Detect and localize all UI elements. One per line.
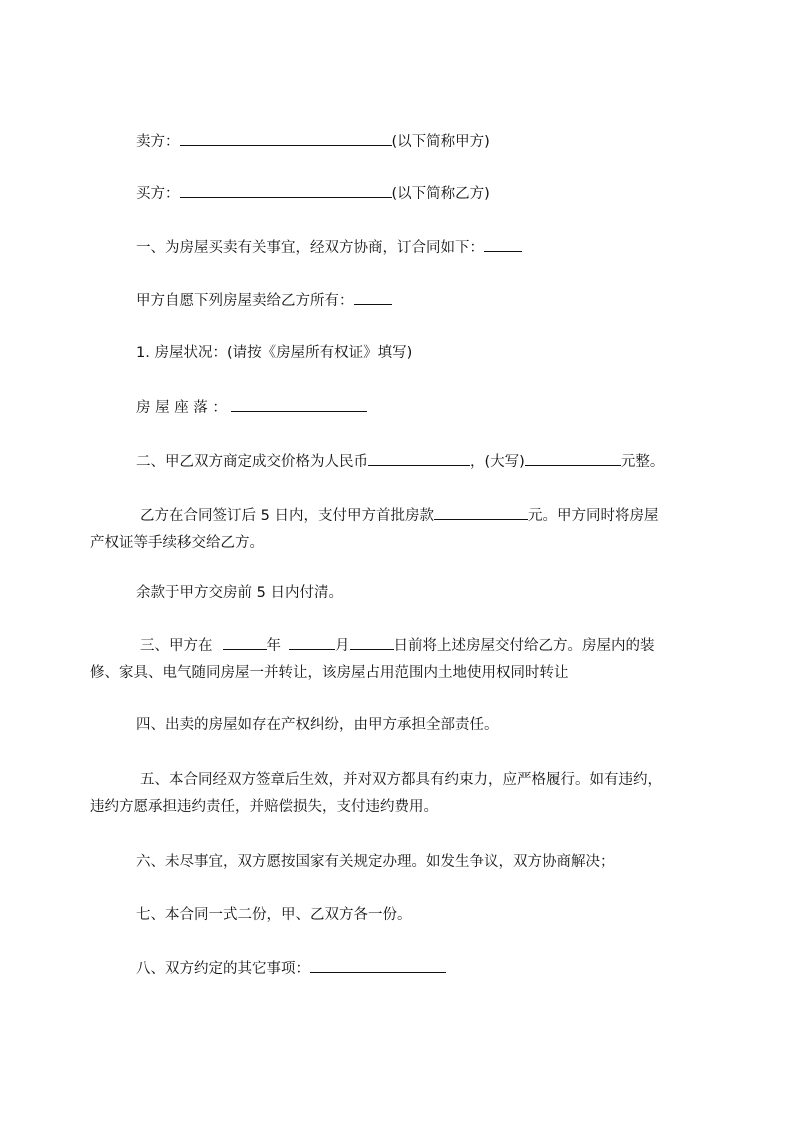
clause-2-text-b: ，(大写) bbox=[470, 454, 525, 470]
payment-text-c: 产权证等手续移交给乙方。 bbox=[90, 535, 264, 551]
clause-3-text-c: 修、家具、电气随同房屋一并转让，该房屋占用范围内土地使用权同时转让 bbox=[90, 665, 569, 681]
clause-8-label: 八、双方约定的其它事项： bbox=[136, 961, 310, 977]
day-blank[interactable] bbox=[350, 635, 394, 650]
clause-7-text: 七、本合同一式二份，甲、乙双方各一份。 bbox=[136, 907, 412, 923]
clause-1-text: 一、为房屋买卖有关事宜，经双方协商，订合同如下： bbox=[136, 240, 484, 256]
clause-5-text-b: 违约方愿承担违约责任，并赔偿损失，支付违约费用。 bbox=[90, 799, 438, 815]
clause-1b-text: 甲方自愿下列房屋卖给乙方所有： bbox=[136, 293, 354, 309]
month-blank[interactable] bbox=[289, 635, 335, 650]
clause-2-text-a: 二、甲乙双方商定成交价格为人民币 bbox=[136, 454, 368, 470]
location-line bbox=[136, 397, 367, 418]
clause-2-text-c: 元整。 bbox=[620, 454, 665, 470]
clause-3-line-2 bbox=[90, 663, 569, 683]
year-text: 年 bbox=[266, 638, 281, 654]
location-blank[interactable] bbox=[231, 397, 367, 412]
price-number-blank[interactable] bbox=[368, 451, 470, 466]
clause-3-text-b: 日前将上述房屋交付给乙方。房屋内的装 bbox=[393, 638, 655, 654]
clause-5-text-a: 五、本合同经双方签章后生效，并对双方都具有约束力，应严格履行。如有违约， bbox=[140, 772, 662, 788]
clause-3-line-1 bbox=[140, 635, 655, 656]
clause-5-line-1 bbox=[140, 770, 662, 790]
location-label: 房 屋 座 落 ： bbox=[136, 400, 227, 416]
first-payment-blank[interactable] bbox=[434, 505, 528, 520]
clause-2 bbox=[136, 451, 664, 472]
clause-6 bbox=[136, 852, 615, 872]
clause-1b bbox=[136, 290, 392, 311]
clause-4 bbox=[136, 715, 499, 735]
balance-text: 余款于甲方交房前 5 日内付清。 bbox=[136, 585, 343, 601]
clause-1-blank[interactable] bbox=[484, 237, 522, 252]
buyer-name-blank[interactable] bbox=[180, 183, 392, 198]
buyer-label: 买方： bbox=[136, 186, 180, 202]
clause-5-line-2 bbox=[90, 797, 438, 817]
seller-suffix: (以下简称甲方) bbox=[391, 134, 490, 150]
buyer-suffix: (以下简称乙方) bbox=[391, 186, 490, 202]
clause-3-text-a: 三、甲方在 bbox=[140, 638, 213, 654]
item-1 bbox=[136, 343, 412, 363]
balance-line bbox=[136, 583, 343, 603]
clause-7 bbox=[136, 905, 412, 925]
payment-line-2 bbox=[90, 533, 264, 553]
item-1-text: 1. 房屋状况：(请按《房屋所有权证》填写) bbox=[136, 345, 413, 361]
clause-1 bbox=[136, 237, 522, 258]
clause-8 bbox=[136, 958, 446, 979]
buyer-line bbox=[136, 183, 490, 204]
month-text: 月 bbox=[335, 638, 350, 654]
seller-name-blank[interactable] bbox=[180, 131, 392, 146]
year-blank[interactable] bbox=[223, 635, 267, 650]
clause-4-text: 四、出卖的房屋如存在产权纠纷，由甲方承担全部责任。 bbox=[136, 717, 499, 733]
other-matters-blank[interactable] bbox=[310, 958, 446, 973]
seller-label: 卖方： bbox=[136, 134, 180, 150]
seller-line bbox=[136, 131, 490, 152]
clause-1b-blank[interactable] bbox=[354, 290, 392, 305]
payment-text-b: 元。甲方同时将房屋 bbox=[527, 508, 659, 524]
payment-text-a: 乙方在合同签订后 5 日内，支付甲方首批房款 bbox=[140, 508, 434, 524]
price-words-blank[interactable] bbox=[525, 451, 621, 466]
payment-line-1 bbox=[140, 505, 658, 526]
clause-6-text: 六、未尽事宜，双方愿按国家有关规定办理。如发生争议，双方协商解决； bbox=[136, 854, 615, 870]
